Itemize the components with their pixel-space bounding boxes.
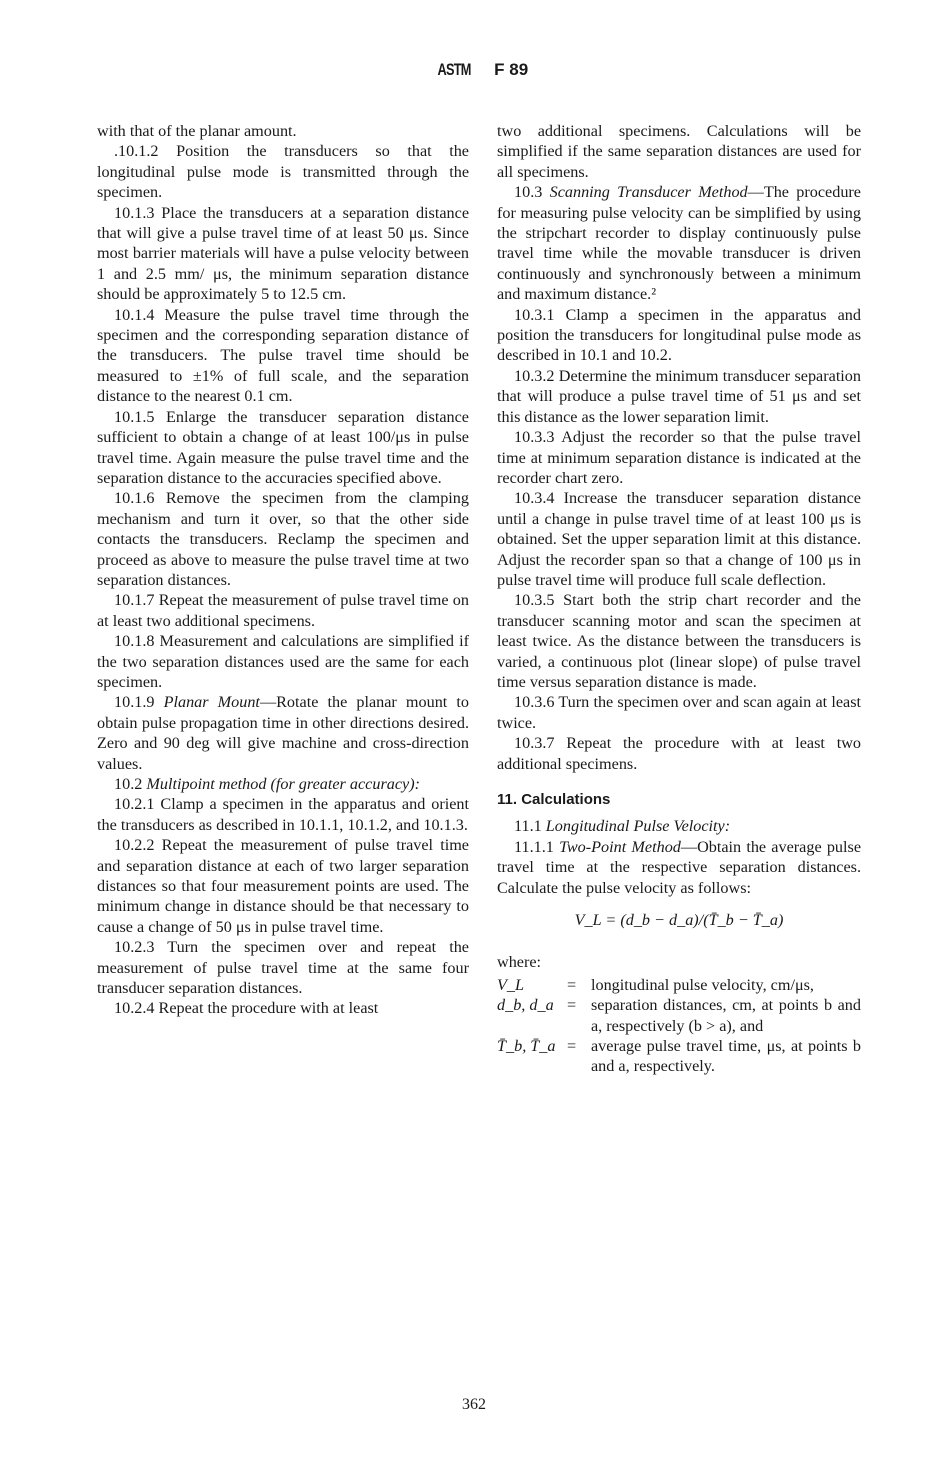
paragraph: [497, 182, 861, 304]
paragraph: [97, 774, 469, 794]
paragraph: [97, 937, 469, 998]
text-run: —The procedure for measuring pulse velocity can be simplified by using the stripchart recorder to display continuously pulse travel time while the movable transducer is driven continuously and synchronously between a minimum and maximum distance.²: [497, 183, 861, 304]
paragraph: [97, 203, 469, 305]
text-run: —Rotate the planar mount to obtain pulse propagation time in other directions desired. Zero and 90 deg will give machine and cross-direction values.: [97, 693, 470, 773]
text-run: 10.2.2 Repeat the measurement of pulse travel time and separation distance at each of two larger separation distances so that four measurement points are used. The minimum change in distance should be that necessary to cause a change of 50 μs in pulse travel time.: [97, 836, 469, 936]
paragraph: [97, 121, 469, 141]
text-run: 10.3.3 Adjust the recorder so that the pulse travel time at minimum separation distance is indicated at the recorder chart zero.: [497, 428, 861, 487]
definition-eq: =: [567, 996, 577, 1015]
paragraph: [97, 835, 469, 937]
paragraph: [97, 305, 469, 407]
text-run: 10.3.5 Start both the strip chart recorder and the transducer scanning motor and scan the specimen at least twice. As the distance between the transducers is varied, a continuous plot (linear slope) of pulse travel time versus separation distance is made.: [497, 591, 861, 691]
paragraph: [97, 407, 469, 489]
paragraph: [497, 427, 861, 488]
paragraph: [97, 998, 469, 1018]
text-run: with that of the planar amount.: [97, 122, 297, 140]
text-run: 10.1.4 Measure the pulse travel time through the specimen and the corresponding separation distance of the transducers. The pulse travel time should be measured to ±1% of full scale, and the separation distance to the nearest 0.1 cm.: [97, 305, 469, 406]
text-run: 10.1.8 Measurement and calculations are simplified if the two separation distances used are the same for each specimen.: [97, 632, 469, 691]
text-run: 10.3.6 Turn the specimen over and scan again at least twice.: [497, 693, 861, 732]
text-run: 10.1.7 Repeat the measurement of pulse travel time on at least two additional specimens.: [97, 591, 469, 630]
definition-eq: =: [567, 975, 577, 994]
definitions-list: [497, 975, 861, 1077]
astm-logo: ASTM: [437, 60, 471, 79]
paragraph: [497, 305, 861, 366]
text-run: 10.3: [514, 183, 550, 202]
text-run: 10.1.5 Enlarge the transducer separation distance sufficient to obtain a change of at least 100/μs in pulse travel time. Again measure the pulse travel time and the separation distance to the accuracies specified above.: [97, 407, 469, 487]
paragraph: [97, 141, 469, 202]
paragraph: [97, 692, 469, 774]
definition-item: [497, 1036, 861, 1077]
text-run: 10.3.4 Increase the transducer separation distance until a change in pulse travel time of at least 100 μs is obtained. Set the upper separation limit at this distance. Adjust the recorder span so that a change of 100 μs in pulse travel time will produce full scale deflection.: [497, 489, 861, 589]
text-run: —Obtain the average pulse travel time at the respective separation distances. Calculate the pulse velocity as follows:: [497, 837, 861, 897]
text-run: 10.1.6 Remove the specimen from the clamping mechanism and turn it over, so that the other side contacts the transducers. Reclamp the specimen and proceed as above to measure the pulse travel time at two separation distances.: [97, 489, 469, 589]
paragraph: [97, 631, 469, 692]
text-run: 10.2.4 Repeat the procedure with at least: [114, 999, 379, 1018]
velocity-formula: V_L = (d_b − d_a)/(T̄_b − T̄_a): [574, 911, 784, 930]
paragraph: [497, 488, 861, 590]
definition-eq: =: [567, 1037, 577, 1056]
left-column: [97, 121, 469, 1019]
paragraph: [497, 590, 861, 692]
definition-txt: average pulse travel time, μs, at points b and a, respectively.: [591, 1037, 861, 1076]
text-run: 10.2: [114, 775, 147, 793]
right-column: [497, 121, 861, 1077]
italic-text: Scanning Transducer Method: [549, 183, 748, 202]
italic-text: Two-Point Method: [559, 837, 681, 856]
text-run: 10.2.3 Turn the specimen over and repeat the measurement of pulse travel time at the same four transducer separation distances.: [97, 938, 469, 998]
page-number: 362: [462, 1396, 486, 1413]
text-run: 10.1.9: [114, 693, 164, 712]
paragraph: [497, 121, 861, 182]
standard-designation: F 89: [494, 60, 529, 79]
paragraph: [97, 590, 469, 631]
definition-sym: d_b, d_a: [497, 996, 554, 1015]
page-header: [432, 60, 528, 80]
paragraph: [97, 488, 469, 590]
text-run: 11.1.1: [514, 837, 560, 856]
paragraph: [497, 366, 861, 427]
paragraph: [97, 794, 469, 835]
text-run: .10.1.2 Position the transducers so that the longitudinal pulse mode is transmitted through the specimen.: [97, 142, 469, 202]
paragraph: [497, 692, 861, 733]
text-run: 10.3.7 Repeat the procedure with at least two additional specimens.: [497, 734, 861, 773]
italic-text: Planar Mount: [163, 693, 260, 712]
text-run: 11.1: [514, 817, 546, 836]
definition-txt: longitudinal pulse velocity, cm/μs,: [591, 975, 814, 994]
definition-sym: T̄_b, T̄_a: [497, 1037, 556, 1056]
definition-item: [497, 975, 861, 995]
paragraph: [497, 816, 861, 836]
paragraph: [497, 733, 861, 774]
where-label: where:: [497, 953, 542, 972]
text-run: 10.2.1 Clamp a specimen in the apparatus and orient the transducers as described in 10.1.1, 10.1.2, and 10.1.3.: [97, 795, 469, 834]
text-run: 10.1.3 Place the transducers at a separation distance that will give a pulse travel time of at least 50 μs. Since most barrier materials will have a pulse velocity between 1 and 2.5 mm/ μs, the minimum separation distance should be approximately 5 to 12.5 cm.: [97, 203, 469, 304]
italic-text: Longitudinal Pulse Velocity:: [545, 817, 731, 836]
paragraph: [497, 837, 861, 898]
italic-text: Multipoint method (for greater accuracy):: [146, 775, 420, 793]
definition-txt: separation distances, cm, at points b and a, respectively (b > a), and: [591, 996, 861, 1035]
definition-sym: V_L: [497, 975, 524, 994]
section-heading: 11. Calculations: [497, 791, 611, 808]
text-run: 10.3.1 Clamp a specimen in the apparatus and position the transducers for longitudinal pulse mode as described in 10.1 and 10.2.: [497, 305, 861, 365]
text-run: two additional specimens. Calculations will be simplified if the same separation distances are used for all specimens.: [497, 122, 861, 181]
definition-item: [497, 995, 861, 1036]
text-run: 10.3.2 Determine the minimum transducer separation that will produce a pulse travel time of 51 μs and set this distance as the lower separation limit.: [497, 366, 861, 426]
